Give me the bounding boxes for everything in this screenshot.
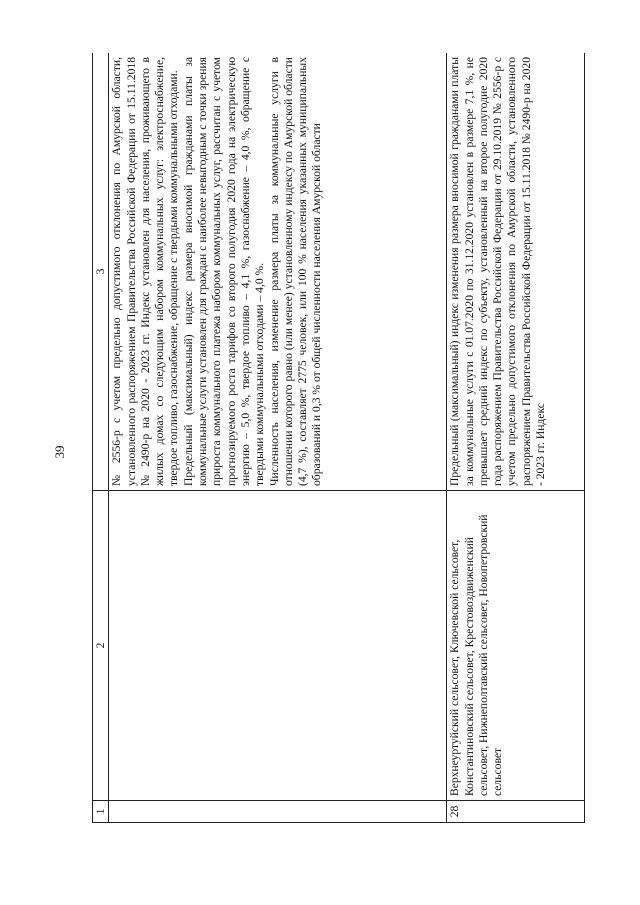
page-number: 39 (52, 445, 67, 459)
table-header-row (93, 53, 109, 823)
row-number (109, 801, 447, 823)
header-col-municipality: 2 (93, 491, 109, 801)
landscape-table-container (92, 53, 592, 823)
header-col-description: 3 (93, 53, 109, 491)
table-row (447, 53, 585, 823)
description-cell (109, 53, 447, 491)
description-paragraph: Численность населения, изменение размера платы за коммунальные услуги в отношении которого равно (или менее) установленному индексу по Амурской области (4,7 %), составляет 2775 человек, или 100 % населения указанных муниципальных образований и 0,3 % от общей численности населения Амурской области (267, 57, 324, 486)
row-number: 28 (447, 801, 585, 823)
description-paragraph: № 2556-р с учетом предельно допустимого отклонения по Амурской области, установленного распоряжением Правительства Российской Федерации от 15.11.2018 № 2490-р на 2020 - 2023 гг. Индекс установлен для населения, проживающего в жилых домах со следующим набором коммунальных услуг: электроснабжение, твердое топливо, газоснабжение, обращение с твердыми коммунальными отходами. (110, 57, 181, 486)
regulation-table (92, 53, 585, 823)
table-row (109, 53, 447, 823)
description-paragraph: Предельный (максимальный) индекс размера вносимой гражданами платы за коммунальные услуги установлен для граждан с наиболее невыгодным с точки зрения прироста коммунального платежа набором коммунальных услуг, рассчитан с учетом прогнозируемого роста тарифов со второго полугодия 2020 года на электрическую энергию – 5,0 %, твердое топливо – 4,1 %, газоснабжение – 4,0 %, обращение с твердыми коммунальными отходами – 4,0 %. (181, 57, 267, 486)
description-cell (447, 53, 585, 491)
table-frame (92, 53, 592, 823)
municipality-cell: Верхнеуртуйский сельсовет, Ключевской сельсовет, Константиновский сельсовет, Крестовоздвиженский сельсовет, Нижнеполтавский сельсовет, Новопетровский сельсовет (447, 491, 585, 801)
description-paragraph: Предельный (максимальный) индекс изменения размера вносимой гражданами платы за коммунальные услуги с 01.07.2020 по 31.12.2020 установлен в размере 7,1 %, не превышает средний индекс по субъекту, установленный на второе полугодие 2020 года распоряжением Правительства Российской Федерации от 29.10.2019 № 2556-р с учетом предельно допустимого отклонения по Амурской области, установленного распоряжением Правительства Российской Федерации от 15.11.2018 № 2490-р на 2020 - 2023 гг. Индекс (448, 57, 548, 486)
municipality-cell (109, 491, 447, 801)
header-col-number: 1 (93, 801, 109, 823)
